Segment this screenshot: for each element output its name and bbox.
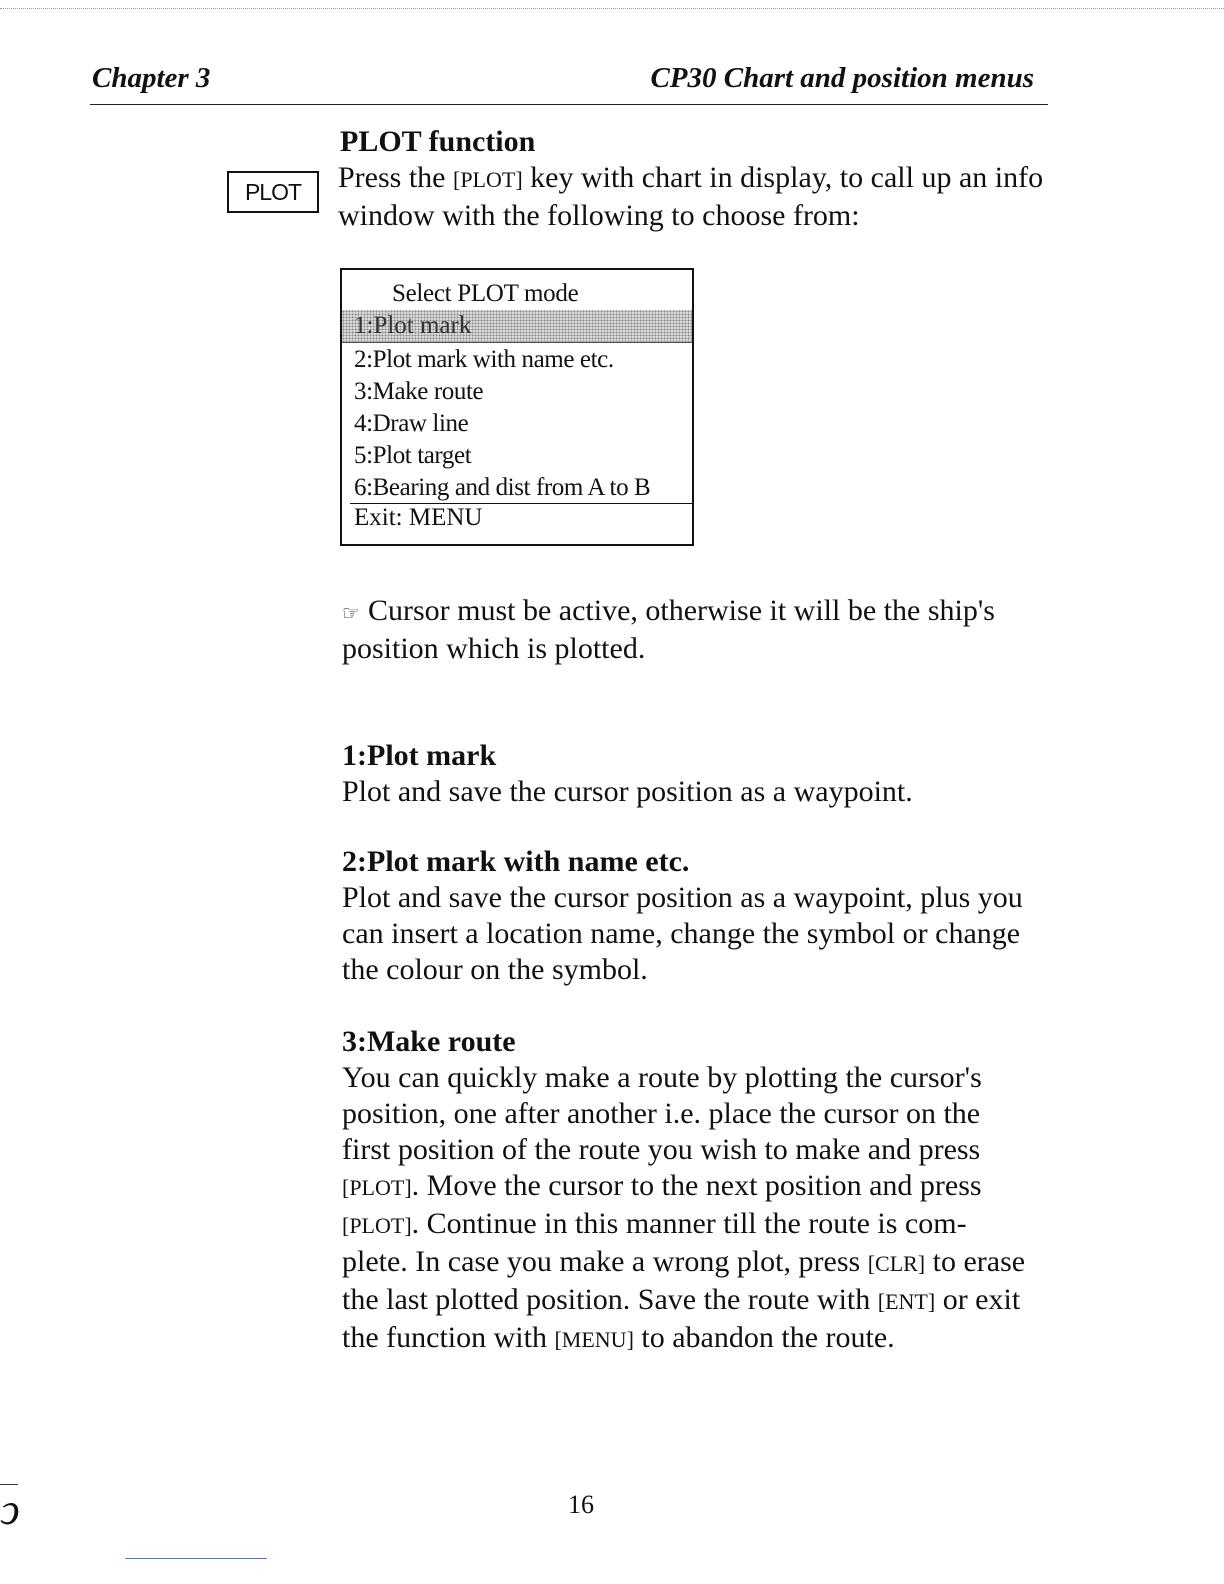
key-ref-ent: [ENT] — [877, 1289, 936, 1314]
bottom-edge-line — [125, 1558, 267, 1559]
plot-intro-paragraph — [338, 160, 1058, 234]
menu-item-selected[interactable] — [342, 310, 692, 343]
section-heading: 1:Plot mark — [342, 739, 497, 772]
body-text: . Move the cursor to the next position and press — [411, 1169, 982, 1202]
chapter-label: Chapter 3 — [92, 62, 211, 94]
body-text: to erase the last plotted position. Save the route with — [342, 1245, 1026, 1316]
plot-mode-menu — [340, 268, 694, 546]
menu-item-bearing-dist[interactable]: 6:Bearing and dist from A to B — [354, 474, 651, 501]
intro-text-post: key with chart in display, to call up an info window with the following to choose from: — [338, 161, 1044, 232]
intro-key-ref: [PLOT] — [453, 167, 523, 192]
key-ref-plot: [PLOT] — [342, 1213, 412, 1238]
note-text: Cursor must be active, otherwise it will be the ship's position which is plotted. — [342, 594, 995, 665]
key-ref-clr: [CLR] — [867, 1251, 926, 1276]
section-body: Plot and save the cursor position as a waypoint, plus you can insert a location name, change the symbol or change the colour on the symbol. — [342, 881, 1023, 986]
page-number: 16 — [568, 1490, 594, 1519]
section-heading: 3:Make route — [342, 1025, 516, 1058]
key-ref-plot: [PLOT] — [342, 1175, 412, 1200]
section-body — [342, 1060, 1032, 1358]
section-plot-mark-with-name — [342, 844, 1042, 988]
key-ref-menu: [MENU] — [554, 1327, 634, 1352]
page-header-title: CP30 Chart and position menus — [650, 62, 1034, 94]
plot-function-heading: PLOT function — [340, 125, 536, 158]
plot-key-icon: PLOT — [227, 171, 319, 213]
menu-title: Select PLOT mode — [392, 280, 579, 307]
section-make-route — [342, 1024, 1032, 1358]
menu-exit-hint: Exit: MENU — [354, 504, 483, 531]
section-heading: 2:Plot mark with name etc. — [342, 845, 690, 878]
body-text: to abandon the route. — [633, 1321, 895, 1354]
section-body: Plot and save the cursor position as a waypoint. — [342, 775, 913, 808]
menu-item-draw-line[interactable]: 4:Draw line — [354, 410, 469, 437]
intro-text-pre: Press the — [338, 161, 453, 194]
menu-item-plot-target[interactable]: 5:Plot target — [354, 442, 472, 469]
menu-item-make-route[interactable]: 3:Make route — [354, 378, 484, 405]
section-plot-mark — [342, 738, 1042, 810]
body-text: or exit the function with — [342, 1283, 1021, 1354]
body-text: . Continue in this manner till the route is com-plete. In case you make a wrong plot, press — [342, 1207, 967, 1278]
menu-item-plot-mark-with-name[interactable]: 2:Plot mark with name etc. — [354, 346, 614, 373]
menu-item-label: 1:Plot mark — [354, 312, 472, 339]
pointing-hand-icon: ☞ — [342, 601, 360, 625]
menu-list — [354, 344, 650, 504]
cursor-note — [342, 593, 1062, 667]
header-rule — [90, 104, 1048, 105]
margin-mark: ↄ — [0, 1485, 20, 1534]
body-text: You can quickly make a route by plotting the cursor's position, one after another i.e. place the cursor on the first position of the route you wish to make and press — [342, 1061, 982, 1166]
scan-edge-dots — [0, 8, 1224, 9]
